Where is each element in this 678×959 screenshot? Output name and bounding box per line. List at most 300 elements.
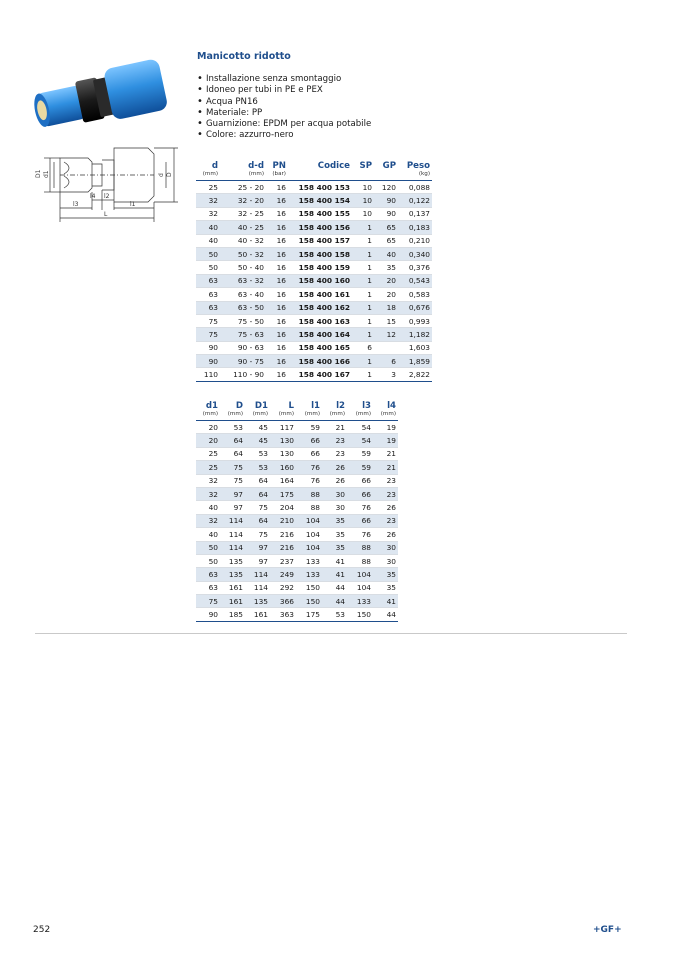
table-row	[196, 194, 432, 207]
table-cell: 63	[196, 581, 220, 594]
column-header: d-d	[248, 161, 264, 171]
table-cell: 104	[347, 581, 373, 594]
table-cell: 63 - 40	[220, 288, 266, 301]
dim-l4: l4	[90, 193, 96, 200]
table-cell: 63	[196, 288, 220, 301]
table-cell: 158 400 165	[288, 341, 352, 354]
table-cell: 26	[322, 461, 347, 474]
feature-list	[197, 74, 371, 142]
table-cell: 158 400 154	[288, 194, 352, 207]
column-unit	[374, 171, 398, 181]
dim-l1: l1	[130, 201, 136, 208]
table-cell: 63 - 50	[220, 301, 266, 314]
table-cell: 1	[352, 355, 374, 368]
table-cell: 0,676	[398, 301, 432, 314]
table-cell: 26	[373, 501, 398, 514]
table-cell: 1	[352, 288, 374, 301]
table-cell: 160	[270, 461, 296, 474]
table-cell: 50 - 32	[220, 247, 266, 260]
table-cell: 210	[270, 514, 296, 527]
table-cell: 23	[322, 434, 347, 447]
table-cell: 363	[270, 608, 296, 621]
table-cell: 16	[266, 368, 288, 381]
table-cell: 21	[373, 447, 398, 460]
column-header: D	[235, 401, 243, 411]
table-cell: 10	[352, 194, 374, 207]
table-cell: 41	[373, 595, 398, 608]
table-row	[196, 501, 398, 514]
table-cell: 1	[352, 261, 374, 274]
table-cell: 216	[270, 528, 296, 541]
table-cell: 50	[196, 541, 220, 554]
column-header: Peso	[406, 161, 430, 171]
table-cell: 59	[347, 447, 373, 460]
table-cell: 45	[245, 434, 270, 447]
table-cell: 90	[374, 194, 398, 207]
column-unit	[288, 171, 352, 181]
table-cell: 114	[220, 514, 245, 527]
table-cell: 20	[196, 421, 220, 434]
table-row	[196, 328, 432, 341]
table-cell: 32 - 25	[220, 207, 266, 220]
table-row	[196, 181, 432, 194]
table-cell: 158 400 155	[288, 207, 352, 220]
table-cell: 292	[270, 581, 296, 594]
table-cell: 135	[220, 568, 245, 581]
dim-D: D	[166, 172, 173, 177]
table-row	[196, 595, 398, 608]
column-unit: (mm)	[220, 171, 266, 181]
table-cell: 1,859	[398, 355, 432, 368]
table-cell: 237	[270, 554, 296, 567]
table-cell: 120	[374, 181, 398, 194]
table-cell: 90	[196, 608, 220, 621]
table-cell: 158 400 157	[288, 234, 352, 247]
page-number: 252	[33, 925, 51, 935]
table-cell: 3	[374, 368, 398, 381]
table-cell: 114	[245, 568, 270, 581]
table-cell: 65	[374, 234, 398, 247]
table-cell: 135	[220, 554, 245, 567]
table-cell: 0,183	[398, 221, 432, 234]
table-cell: 75	[196, 328, 220, 341]
column-unit: (mm)	[196, 171, 220, 181]
column-unit: (mm)	[220, 411, 245, 421]
table-cell: 158 400 153	[288, 181, 352, 194]
table-cell: 32	[196, 474, 220, 487]
column-unit: (mm)	[270, 411, 296, 421]
table-cell: 18	[374, 301, 398, 314]
table-cell: 44	[322, 581, 347, 594]
product-image	[30, 52, 178, 137]
table-cell: 19	[373, 421, 398, 434]
table-cell: 104	[347, 568, 373, 581]
table-cell: 90 - 75	[220, 355, 266, 368]
table-cell: 63 - 32	[220, 274, 266, 287]
table-cell: 30	[373, 554, 398, 567]
table-cell: 133	[296, 568, 322, 581]
table-cell: 65	[374, 221, 398, 234]
table-cell: 53	[220, 421, 245, 434]
table-cell: 1	[352, 274, 374, 287]
table-cell: 75	[220, 474, 245, 487]
table-row	[196, 487, 398, 500]
table-cell: 175	[296, 608, 322, 621]
table-cell: 97	[220, 487, 245, 500]
table-cell: 0,088	[398, 181, 432, 194]
table-cell: 16	[266, 221, 288, 234]
table-row	[196, 368, 432, 381]
table-cell: 25 - 20	[220, 181, 266, 194]
table-cell: 63	[196, 274, 220, 287]
column-unit	[352, 171, 374, 181]
table-cell: 32 - 20	[220, 194, 266, 207]
table-cell: 50	[196, 261, 220, 274]
column-unit: (bar)	[266, 171, 288, 181]
table-cell: 32	[196, 207, 220, 220]
table-row	[196, 528, 398, 541]
table-cell: 25	[196, 181, 220, 194]
table-cell: 0,583	[398, 288, 432, 301]
table-cell: 16	[266, 234, 288, 247]
table-cell: 15	[374, 314, 398, 327]
table-cell: 64	[245, 487, 270, 500]
table-cell: 21	[373, 461, 398, 474]
table-cell: 90	[374, 207, 398, 220]
table-cell: 16	[266, 314, 288, 327]
table-cell: 16	[266, 274, 288, 287]
table-cell: 20	[374, 288, 398, 301]
table-cell: 158 400 166	[288, 355, 352, 368]
table-cell: 75	[196, 595, 220, 608]
table-cell: 133	[347, 595, 373, 608]
table-cell: 16	[266, 181, 288, 194]
table-cell: 40	[196, 528, 220, 541]
column-unit: (mm)	[245, 411, 270, 421]
table-cell: 25	[196, 447, 220, 460]
table-cell: 26	[322, 474, 347, 487]
table-row	[196, 474, 398, 487]
table-cell: 76	[296, 461, 322, 474]
table-cell: 88	[347, 541, 373, 554]
table-cell: 20	[196, 434, 220, 447]
table-row	[196, 461, 398, 474]
table-cell: 21	[322, 421, 347, 434]
column-unit: (mm)	[347, 411, 373, 421]
table-cell: 64	[245, 474, 270, 487]
table-cell: 175	[270, 487, 296, 500]
table-cell: 35	[322, 528, 347, 541]
table-cell: 16	[266, 328, 288, 341]
table-cell: 110	[196, 368, 220, 381]
table-row	[196, 234, 432, 247]
table-cell: 1,182	[398, 328, 432, 341]
table-cell: 41	[322, 554, 347, 567]
table-cell: 50	[196, 247, 220, 260]
table-cell: 204	[270, 501, 296, 514]
table-cell: 88	[296, 501, 322, 514]
table-cell: 41	[322, 568, 347, 581]
table-cell: 16	[266, 288, 288, 301]
table-cell: 25	[196, 461, 220, 474]
table-cell: 114	[220, 541, 245, 554]
table-row	[196, 568, 398, 581]
table-cell: 26	[373, 528, 398, 541]
table-cell: 0,122	[398, 194, 432, 207]
feature-item: • Acqua PN16	[197, 97, 371, 108]
column-unit: (mm)	[296, 411, 322, 421]
table-cell: 2,822	[398, 368, 432, 381]
column-unit: (mm)	[196, 411, 220, 421]
table-cell: 0,340	[398, 247, 432, 260]
table-cell: 19	[373, 434, 398, 447]
table-cell: 23	[322, 447, 347, 460]
table-cell: 59	[347, 461, 373, 474]
feature-item: • Idoneo per tubi in PE e PEX	[197, 85, 371, 96]
table-cell: 30	[373, 541, 398, 554]
table-row	[196, 355, 432, 368]
dim-l3: l3	[73, 201, 79, 208]
column-unit: (mm)	[373, 411, 398, 421]
table-cell: 45	[245, 421, 270, 434]
table-cell: 64	[220, 434, 245, 447]
table-cell: 59	[296, 421, 322, 434]
table-row	[196, 247, 432, 260]
table-cell: 40	[196, 234, 220, 247]
table-cell: 6	[352, 341, 374, 354]
table-cell: 135	[245, 595, 270, 608]
table-cell: 30	[322, 487, 347, 500]
table-cell: 117	[270, 421, 296, 434]
table-cell: 54	[347, 434, 373, 447]
column-header: Codice	[317, 161, 350, 171]
table-cell: 50 - 40	[220, 261, 266, 274]
table-row	[196, 447, 398, 460]
table-cell: 130	[270, 447, 296, 460]
table-cell: 75	[220, 461, 245, 474]
product-code-table	[196, 158, 432, 382]
dim-d1: d1	[43, 170, 50, 178]
table-cell: 366	[270, 595, 296, 608]
table-cell: 32	[196, 194, 220, 207]
table-cell: 97	[245, 541, 270, 554]
table-cell: 35	[373, 581, 398, 594]
dim-L: L	[104, 211, 108, 218]
table-cell: 185	[220, 608, 245, 621]
table-row	[196, 608, 398, 621]
feature-item: • Colore: azzurro-nero	[197, 130, 371, 141]
table-cell: 88	[347, 554, 373, 567]
table-cell: 114	[245, 581, 270, 594]
table-cell: 90	[196, 355, 220, 368]
table-cell: 164	[270, 474, 296, 487]
table-cell: 0,543	[398, 274, 432, 287]
table-cell: 66	[296, 434, 322, 447]
table-cell: 40	[196, 221, 220, 234]
table-cell: 63	[196, 568, 220, 581]
table-row	[196, 207, 432, 220]
table-cell: 23	[373, 487, 398, 500]
table-cell: 44	[322, 595, 347, 608]
column-header: d	[211, 161, 218, 171]
feature-item: • Guarnizione: EPDM per acqua potabile	[197, 119, 371, 130]
table-row	[196, 341, 432, 354]
table-cell: 64	[245, 514, 270, 527]
column-header: l2	[336, 401, 345, 411]
table-cell: 1	[352, 314, 374, 327]
column-unit: (kg)	[398, 171, 432, 181]
table-cell: 90	[196, 341, 220, 354]
table-cell: 158 400 162	[288, 301, 352, 314]
table-cell: 76	[347, 501, 373, 514]
table-cell: 161	[245, 608, 270, 621]
table-cell: 1	[352, 368, 374, 381]
table-cell: 76	[296, 474, 322, 487]
table-row	[196, 514, 398, 527]
table-cell: 12	[374, 328, 398, 341]
table-cell: 40 - 32	[220, 234, 266, 247]
table-cell: 1	[352, 328, 374, 341]
table-cell: 158 400 158	[288, 247, 352, 260]
column-header: l1	[311, 401, 320, 411]
table-cell: 54	[347, 421, 373, 434]
table-cell: 75	[245, 501, 270, 514]
table-cell: 64	[220, 447, 245, 460]
column-header: SP	[359, 161, 372, 171]
table-cell: 161	[220, 581, 245, 594]
table-row	[196, 434, 398, 447]
column-header: l3	[362, 401, 371, 411]
table-cell: 97	[220, 501, 245, 514]
table-cell: 249	[270, 568, 296, 581]
table-cell: 88	[296, 487, 322, 500]
table-cell: 0,137	[398, 207, 432, 220]
feature-item: • Installazione senza smontaggio	[197, 74, 371, 85]
table-cell: 150	[347, 608, 373, 621]
table-cell: 16	[266, 207, 288, 220]
column-header: L	[288, 401, 294, 411]
table-cell: 104	[296, 514, 322, 527]
table-cell: 75 - 50	[220, 314, 266, 327]
table-cell: 16	[266, 247, 288, 260]
table-row	[196, 554, 398, 567]
feature-item: • Materiale: PP	[197, 108, 371, 119]
table-cell: 40	[196, 501, 220, 514]
table-cell: 76	[347, 528, 373, 541]
table-row	[196, 288, 432, 301]
table-cell: 158 400 161	[288, 288, 352, 301]
table-cell: 50	[196, 554, 220, 567]
table-cell: 114	[220, 528, 245, 541]
table-cell: 44	[373, 608, 398, 621]
table-cell: 53	[322, 608, 347, 621]
table-cell: 32	[196, 514, 220, 527]
dimension-table	[196, 398, 398, 622]
table-cell: 158 400 163	[288, 314, 352, 327]
table-cell: 110 - 90	[220, 368, 266, 381]
table-cell: 66	[347, 474, 373, 487]
table-cell: 133	[296, 554, 322, 567]
table-cell: 158 400 164	[288, 328, 352, 341]
table-cell: 53	[245, 461, 270, 474]
table-cell: 90 - 63	[220, 341, 266, 354]
table-cell: 158 400 167	[288, 368, 352, 381]
table-cell: 35	[322, 541, 347, 554]
table-row	[196, 541, 398, 554]
column-header: PN	[272, 161, 286, 171]
table-cell: 104	[296, 541, 322, 554]
table-cell: 10	[352, 181, 374, 194]
table-cell: 216	[270, 541, 296, 554]
column-unit: (mm)	[322, 411, 347, 421]
table-row	[196, 581, 398, 594]
table-cell: 158 400 160	[288, 274, 352, 287]
table-cell: 75	[245, 528, 270, 541]
table-cell: 63	[196, 301, 220, 314]
section-divider	[35, 633, 627, 634]
table-cell: 40	[374, 247, 398, 260]
table-cell: 1,603	[398, 341, 432, 354]
table-cell: 150	[296, 595, 322, 608]
table-cell: 32	[196, 487, 220, 500]
table-cell: 97	[245, 554, 270, 567]
table-cell: 35	[373, 568, 398, 581]
table-cell	[374, 341, 398, 354]
column-header: D1	[254, 401, 268, 411]
table-cell: 1	[352, 247, 374, 260]
table-cell: 23	[373, 474, 398, 487]
table-cell: 40 - 25	[220, 221, 266, 234]
table-cell: 1	[352, 221, 374, 234]
table-cell: 35	[374, 261, 398, 274]
table-cell: 16	[266, 261, 288, 274]
table-cell: 20	[374, 274, 398, 287]
table-cell: 35	[322, 514, 347, 527]
table-row	[196, 274, 432, 287]
technical-drawing	[30, 140, 182, 225]
table-cell: 75 - 63	[220, 328, 266, 341]
table-cell: 6	[374, 355, 398, 368]
table-cell: 53	[245, 447, 270, 460]
table-cell: 10	[352, 207, 374, 220]
table-cell: 16	[266, 355, 288, 368]
table-cell: 0,993	[398, 314, 432, 327]
table-cell: 66	[347, 514, 373, 527]
product-title: Manicotto ridotto	[197, 51, 291, 62]
table-cell: 1	[352, 301, 374, 314]
table-row	[196, 301, 432, 314]
table-cell: 1	[352, 234, 374, 247]
table-cell: 0,376	[398, 261, 432, 274]
table-cell: 66	[347, 487, 373, 500]
table-cell: 23	[373, 514, 398, 527]
table-cell: 16	[266, 301, 288, 314]
dim-d: d	[158, 173, 165, 177]
brand-logo: +GF+	[593, 925, 622, 935]
table-cell: 16	[266, 194, 288, 207]
table-cell: 130	[270, 434, 296, 447]
table-row	[196, 261, 432, 274]
table-cell: 0,210	[398, 234, 432, 247]
table-row	[196, 314, 432, 327]
table-cell: 158 400 156	[288, 221, 352, 234]
table-cell: 30	[322, 501, 347, 514]
column-header: l4	[387, 401, 396, 411]
table-cell: 16	[266, 341, 288, 354]
column-header: d1	[205, 401, 218, 411]
dim-l2: l2	[104, 193, 110, 200]
table-row	[196, 221, 432, 234]
